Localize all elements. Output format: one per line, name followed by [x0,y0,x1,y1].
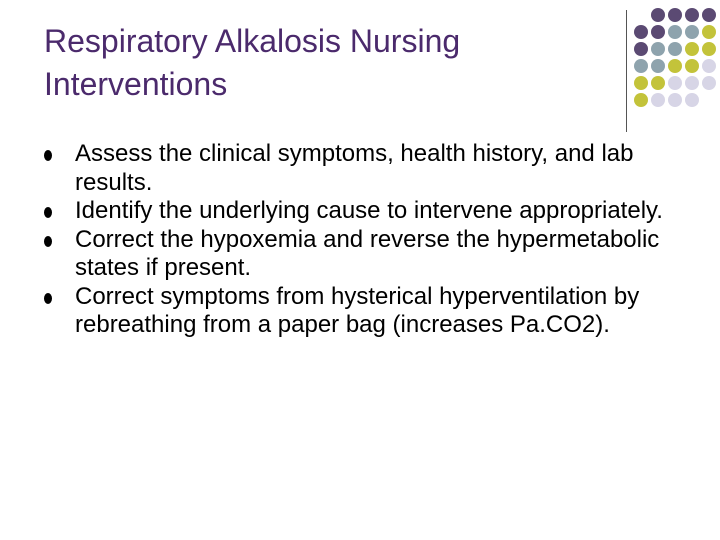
decor-dot [685,25,699,39]
decor-dot [702,42,716,56]
decor-dot [702,25,716,39]
decorative-dot-grid [634,8,716,107]
decor-dot [651,25,665,39]
decor-dot [668,25,682,39]
slide-title: Respiratory Alkalosis Nursing Interventions [44,23,461,102]
decor-dot [668,59,682,73]
decor-dot [702,59,716,73]
title-divider [626,10,627,132]
decor-dot [685,76,699,90]
decor-dot [634,93,648,107]
decor-dot [651,8,665,22]
bullet-list [44,140,704,340]
decor-dot [685,8,699,22]
bullet-item [44,197,704,226]
bullet-dot-icon [44,207,52,218]
decor-dot [634,42,648,56]
bullet-dot-icon [44,293,52,304]
decor-dot [702,76,716,90]
decor-dot [634,76,648,90]
decor-dot [702,93,716,107]
decor-dot [651,76,665,90]
decor-dot [634,8,648,22]
bullet-item [44,283,704,340]
bullet-dot-icon [44,236,52,247]
decor-dot [685,59,699,73]
decor-dot [634,59,648,73]
decor-dot [685,42,699,56]
bullet-text: Correct symptoms from hysterical hyperventilation by rebreathing from a paper bag (increases Pa.CO2). [75,282,640,338]
bullet-dot-icon [44,150,52,161]
decor-dot [668,42,682,56]
decor-dot [702,8,716,22]
decor-dot [634,25,648,39]
bullet-text: Correct the hypoxemia and reverse the hypermetabolic states if present. [75,225,660,281]
decor-dot [668,76,682,90]
decor-dot [651,42,665,56]
decor-dot [651,93,665,107]
decor-dot [668,93,682,107]
bullet-text: Assess the clinical symptoms, health history, and lab results. [75,140,634,196]
decor-dot [651,59,665,73]
decor-dot [685,93,699,107]
bullet-item [44,140,704,197]
bullet-text: Identify the underlying cause to intervene appropriately. [75,197,663,224]
bullet-item [44,226,704,283]
decor-dot [668,8,682,22]
